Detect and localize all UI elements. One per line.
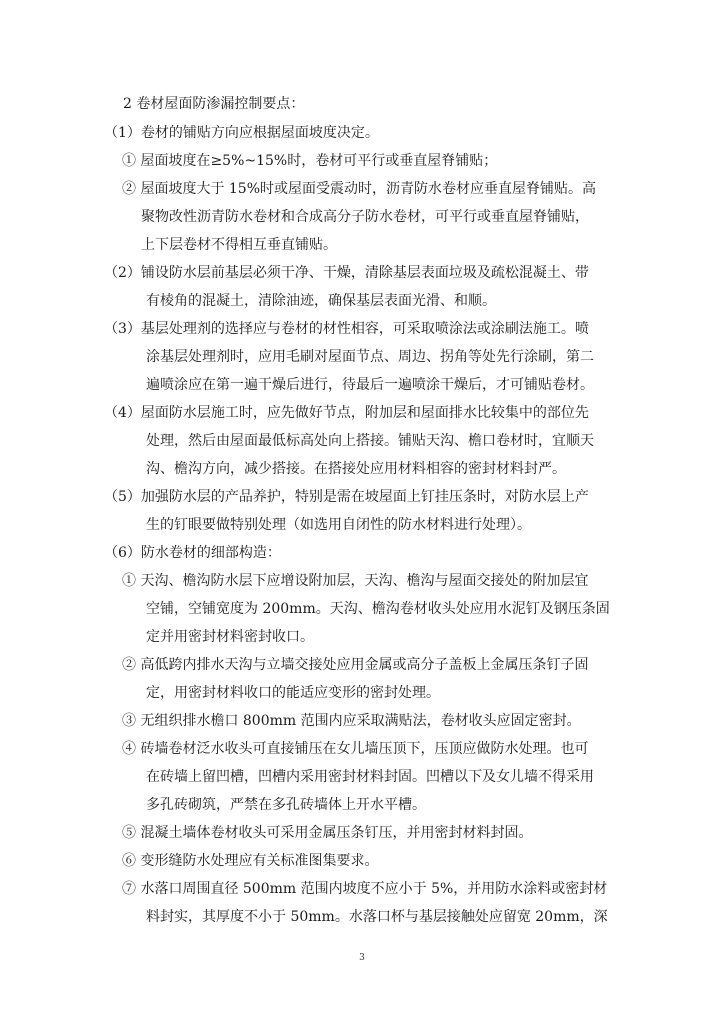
text-line: （5）加强防水层的产品养护，特别是需在坡屋面上钉挂压条时，对防水层上产: [104, 489, 589, 505]
text-line: 涂基层处理剂时，应用毛刷对屋面节点、周边、拐角等处先行涂刷，第二: [146, 349, 594, 365]
text-line: ① 屋面坡度在≥5%~15%时，卷材可平行或垂直屋脊铺贴；: [122, 153, 498, 169]
text-line: 遍喷涂应在第一遍干燥后进行，待最后一遍喷涂干燥后，才可铺贴卷材。: [146, 377, 594, 393]
text-line: （3）基层处理剂的选择应与卷材的材性相容，可采取喷涂法或涂刷法施工。喷: [104, 321, 589, 337]
text-line: ② 高低跨内排水天沟与立墙交接处应用金属或高分子盖板上金属压条钉子固: [122, 657, 589, 673]
text-line: （2）铺设防水层前基层必须干净、干燥，清除基层表面垃圾及疏松混凝土、带: [104, 265, 589, 281]
text-line: 料封实，其厚度不小于 50mm。水落口杯与基层接触处应留宽 20mm，深: [146, 909, 608, 925]
text-line: ⑦ 水落口周围直径 500mm 范围内坡度不应小于 5%，并用防水涂料或密封材: [122, 881, 608, 897]
text-line: 上下层卷材不得相互垂直铺贴。: [141, 237, 337, 253]
text-line: ③ 无组织排水檐口 800mm 范围内应采取满贴法，卷材收头应固定密封。: [122, 713, 581, 729]
text-line: 在砖墙上留凹槽，凹槽内采用密封材料封固。凹槽以下及女儿墙不得采用: [146, 769, 594, 785]
text-line: 定并用密封材料密封收口。: [146, 629, 314, 645]
text-line: ⑤ 混凝土墙体卷材收头可采用金属压条钉压，并用密封材料封固。: [122, 825, 533, 841]
text-line: 定，用密封材料收口的能适应变形的密封处理。: [146, 685, 440, 701]
text-line: ⑥ 变形缝防水处理应有关标准图集要求。: [122, 853, 379, 869]
text-line: 处理，然后由屋面最低标高处向上搭接。铺贴天沟、檐口卷材时，宜顺天: [146, 433, 594, 449]
text-line: （1）卷材的铺贴方向应根据屋面坡度决定。: [104, 125, 379, 141]
text-line: （4）屋面防水层施工时，应先做好节点，附加层和屋面排水比较集中的部位先: [104, 405, 589, 421]
text-line: 有棱角的混凝土，清除油迹，确保基层表面光滑、和顺。: [146, 293, 496, 309]
text-line: 多孔砖砌筑，严禁在多孔砖墙体上开水平槽。: [146, 797, 426, 813]
text-line: ① 天沟、檐沟防水层下应增设附加层，天沟、檐沟与屋面交接处的附加层宜: [122, 573, 589, 589]
text-line: 聚物改性沥青防水卷材和合成高分子防水卷材，可平行或垂直屋脊铺贴，: [141, 209, 589, 225]
text-line: （6）防水卷材的细部构造：: [104, 545, 281, 561]
text-line: 生的钉眼要做特别处理（如选用自闭性的防水材料进行处理）。: [146, 517, 531, 533]
text-line: ④ 砖墙卷材泛水收头可直接铺压在女儿墙压顶下，压顶应做防水处理。也可: [122, 741, 589, 757]
text-line: ② 屋面坡度大于 15%时或屋面受震动时，沥青防水卷材应垂直屋脊铺贴。高: [122, 181, 597, 197]
text-line: 空铺，空铺宽度为 200mm。天沟、檐沟卷材收头处应用水泥钉及钢压条固: [146, 601, 610, 617]
section-heading: 2 卷材屋面防渗漏控制要点：: [123, 96, 305, 112]
text-line: 沟、檐沟方向，减少搭接。在搭接处应用材料相容的密封材料封严。: [146, 461, 566, 477]
page-number: 3: [359, 953, 365, 963]
